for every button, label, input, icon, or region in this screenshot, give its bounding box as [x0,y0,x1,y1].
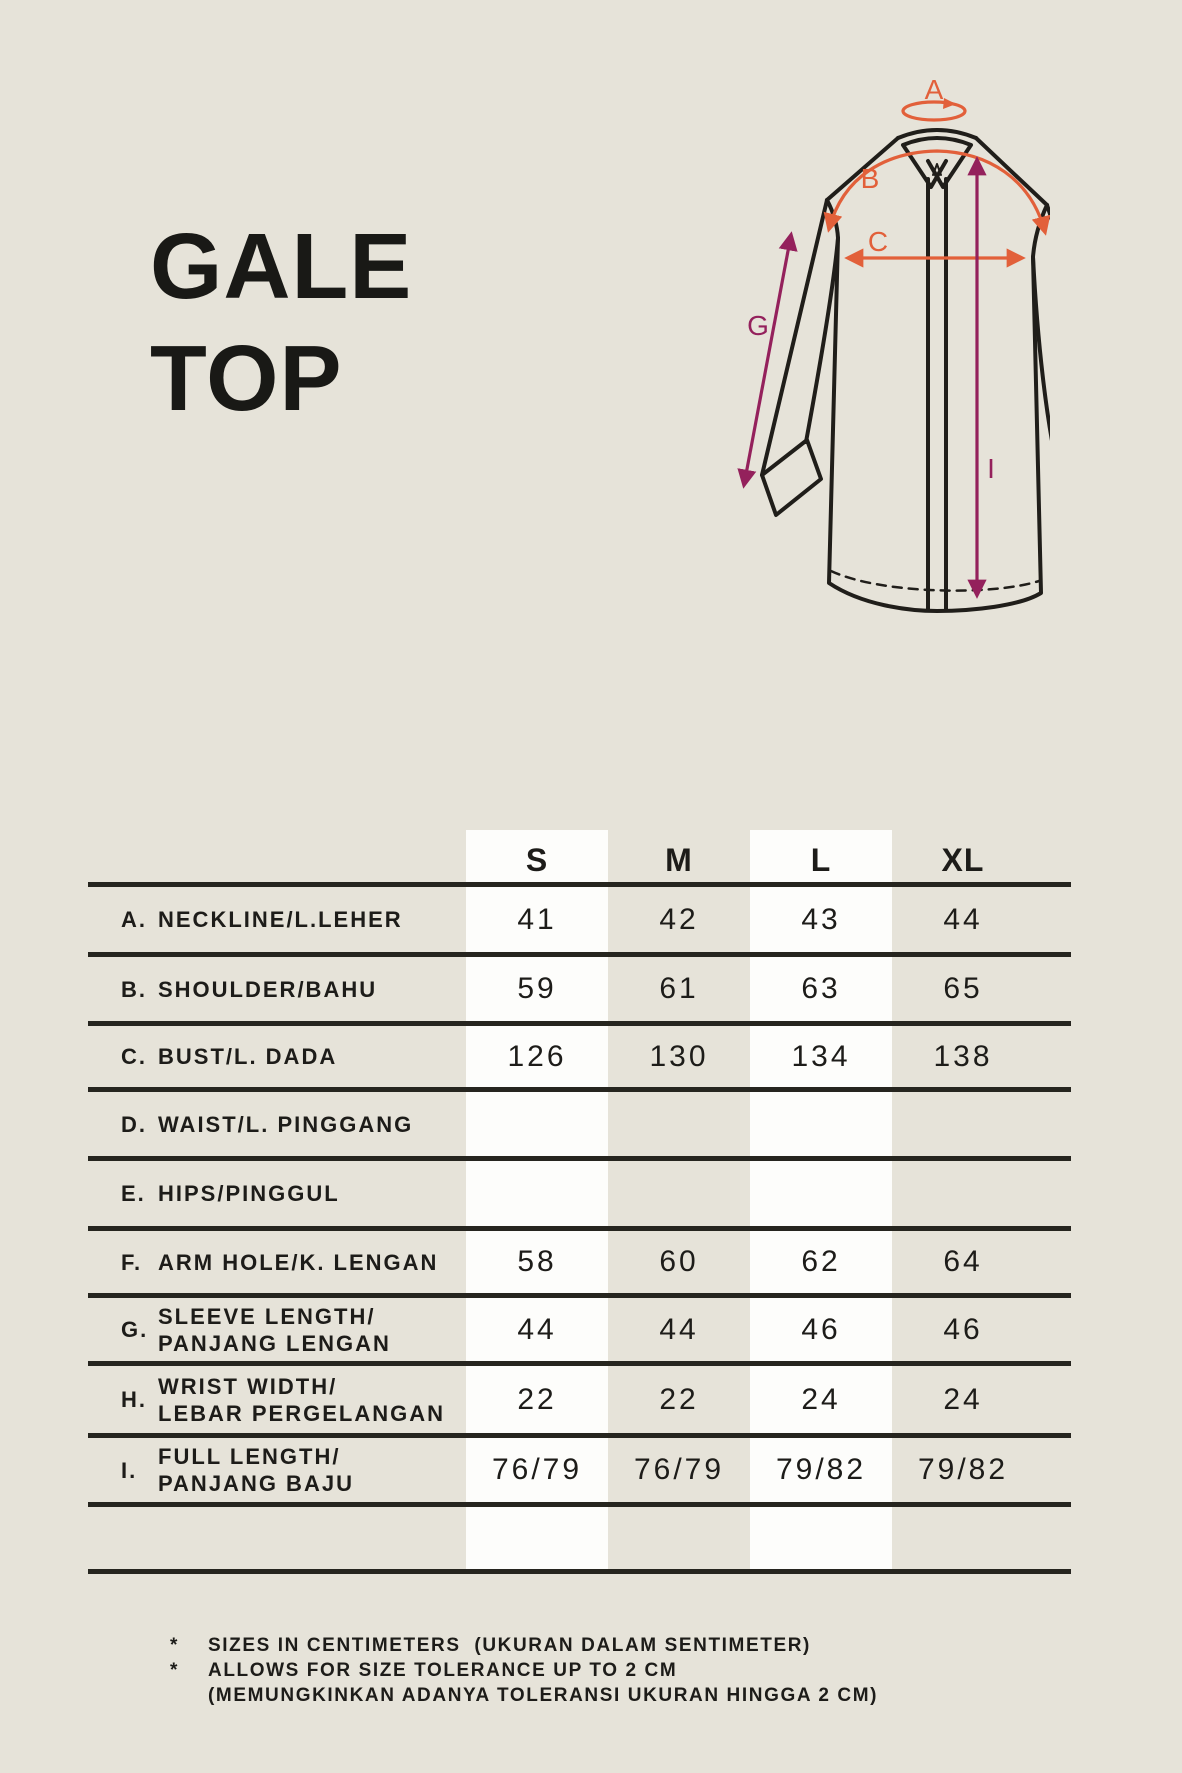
body [829,238,1041,611]
size-value: 138 [933,1039,993,1073]
table-header-row [88,830,1071,887]
row-letter: H. [121,1387,147,1412]
garment-diagram [600,45,1050,615]
table-body [88,887,1071,1574]
footnote-text: ALLOWS FOR SIZE TOLERANCE UP TO 2 CM [208,1660,678,1681]
size-value [466,1092,608,1156]
size-header: L [810,841,832,878]
table-row [88,957,1071,1026]
table-row [88,1092,1071,1161]
measurement-arrows [744,98,1045,595]
size-value [750,1161,892,1226]
size-value: 60 [659,1245,699,1278]
measurement-label [88,1026,466,1087]
measurement-label [88,1161,466,1226]
size-value: 130 [649,1039,709,1073]
header-spacer [88,830,466,882]
size-header: XL [941,841,985,878]
measurement-label [88,1366,466,1433]
size-value: 41 [517,902,557,936]
size-header: S [525,841,549,878]
size-value: 44 [517,1312,557,1346]
size-value: 42 [659,902,699,936]
title-line-1: GALE [150,214,413,318]
row-letter: E. [121,1181,146,1206]
size-value: 46 [943,1312,983,1346]
row-letter: G. [121,1317,149,1342]
size-value: 22 [517,1382,557,1416]
table-row [88,1366,1071,1438]
empty-row [88,1507,1071,1574]
measurement-name: WRIST WIDTH/ LEBAR PERGELANGAN [158,1373,446,1426]
measurement-name: FULL LENGTH/ PANJANG BAJU [158,1444,354,1496]
collar [898,130,976,187]
measurement-name: BUST/L. DADA [158,1044,338,1069]
table-row [88,1161,1071,1231]
measure-label-i: I [987,453,995,484]
size-value: 44 [943,902,983,936]
footnote-text: (MEMUNGKINKAN ADANYA TOLERANSI UKURAN HINGGA 2 CM) [208,1685,879,1706]
measurement-label [88,1231,466,1293]
size-value: 79/82 [917,1453,1009,1486]
left-cuff [762,440,821,515]
footnote-line [170,1683,878,1708]
size-value: 64 [943,1245,983,1278]
row-letter: I. [121,1457,138,1483]
placket [928,179,946,610]
size-value [892,1092,1034,1156]
measure-label-c: C [867,226,889,257]
measure-label-a: A [924,74,944,105]
size-value: 44 [659,1312,699,1346]
row-letter: F. [121,1249,143,1275]
table-row [88,887,1071,957]
footnote-text: SIZES IN CENTIMETERS (UKURAN DALAM SENTIMETER) [208,1635,811,1656]
measurement-name: SLEEVE LENGTH/ PANJANG LENGAN [158,1303,391,1356]
footnotes [170,1633,878,1708]
row-letter: A. [121,907,147,932]
size-value: 24 [943,1382,983,1416]
size-value: 61 [659,972,699,1005]
size-table [88,830,1071,1574]
armholes [827,200,1047,257]
measurement-label [88,957,466,1021]
size-value: 62 [801,1245,841,1278]
measure-label-g: G [747,310,769,341]
footnote-line [170,1658,878,1683]
size-value: 63 [801,972,841,1005]
size-value: 59 [517,972,557,1005]
size-header: M [665,841,693,878]
size-value: 22 [659,1382,699,1416]
measurement-name: WAIST/L. PINGGANG [158,1111,414,1137]
table-row [88,1026,1071,1092]
table-row [88,1438,1071,1507]
measurement-name: NECKLINE/L.LEHER [158,907,403,932]
measurement-name: HIPS/PINGGUL [158,1181,340,1206]
measurement-name: SHOULDER/BAHU [158,976,378,1002]
measurement-label [88,1092,466,1156]
size-value [608,1161,750,1226]
size-value: 134 [791,1039,851,1073]
size-value: 65 [943,972,983,1005]
footnote-asterisk [170,1683,208,1708]
size-value [750,1092,892,1156]
measure-arrow-a-head [943,98,956,109]
size-value: 76/79 [491,1453,583,1486]
row-letter: D. [121,1111,147,1137]
size-value [608,1092,750,1156]
size-value: 43 [801,902,841,936]
size-value: 58 [517,1245,557,1278]
footnote-asterisk: * [170,1635,179,1656]
measure-label-b: B [860,163,880,194]
size-value: 126 [507,1039,567,1073]
size-value: 76/79 [633,1453,725,1486]
row-letter: B. [121,976,147,1002]
size-value: 46 [801,1312,841,1346]
hem-dashed-line [831,571,1039,591]
table-row [88,1231,1071,1298]
measurement-label [88,887,466,952]
size-value [466,1161,608,1226]
measurement-label [88,1298,466,1361]
measurement-label [88,1438,466,1502]
left-sleeve [762,200,838,475]
size-value [892,1161,1034,1226]
footnote-asterisk: * [170,1660,179,1681]
size-value: 79/82 [775,1453,867,1486]
footnote-line [170,1633,878,1658]
size-value: 24 [801,1382,841,1416]
row-letter: C. [121,1044,147,1069]
shirt-drawing [762,130,1050,611]
measurement-name: ARM HOLE/K. LENGAN [158,1249,439,1275]
table-row [88,1298,1071,1366]
page-title [150,210,412,434]
title-line-2: TOP [150,326,343,430]
